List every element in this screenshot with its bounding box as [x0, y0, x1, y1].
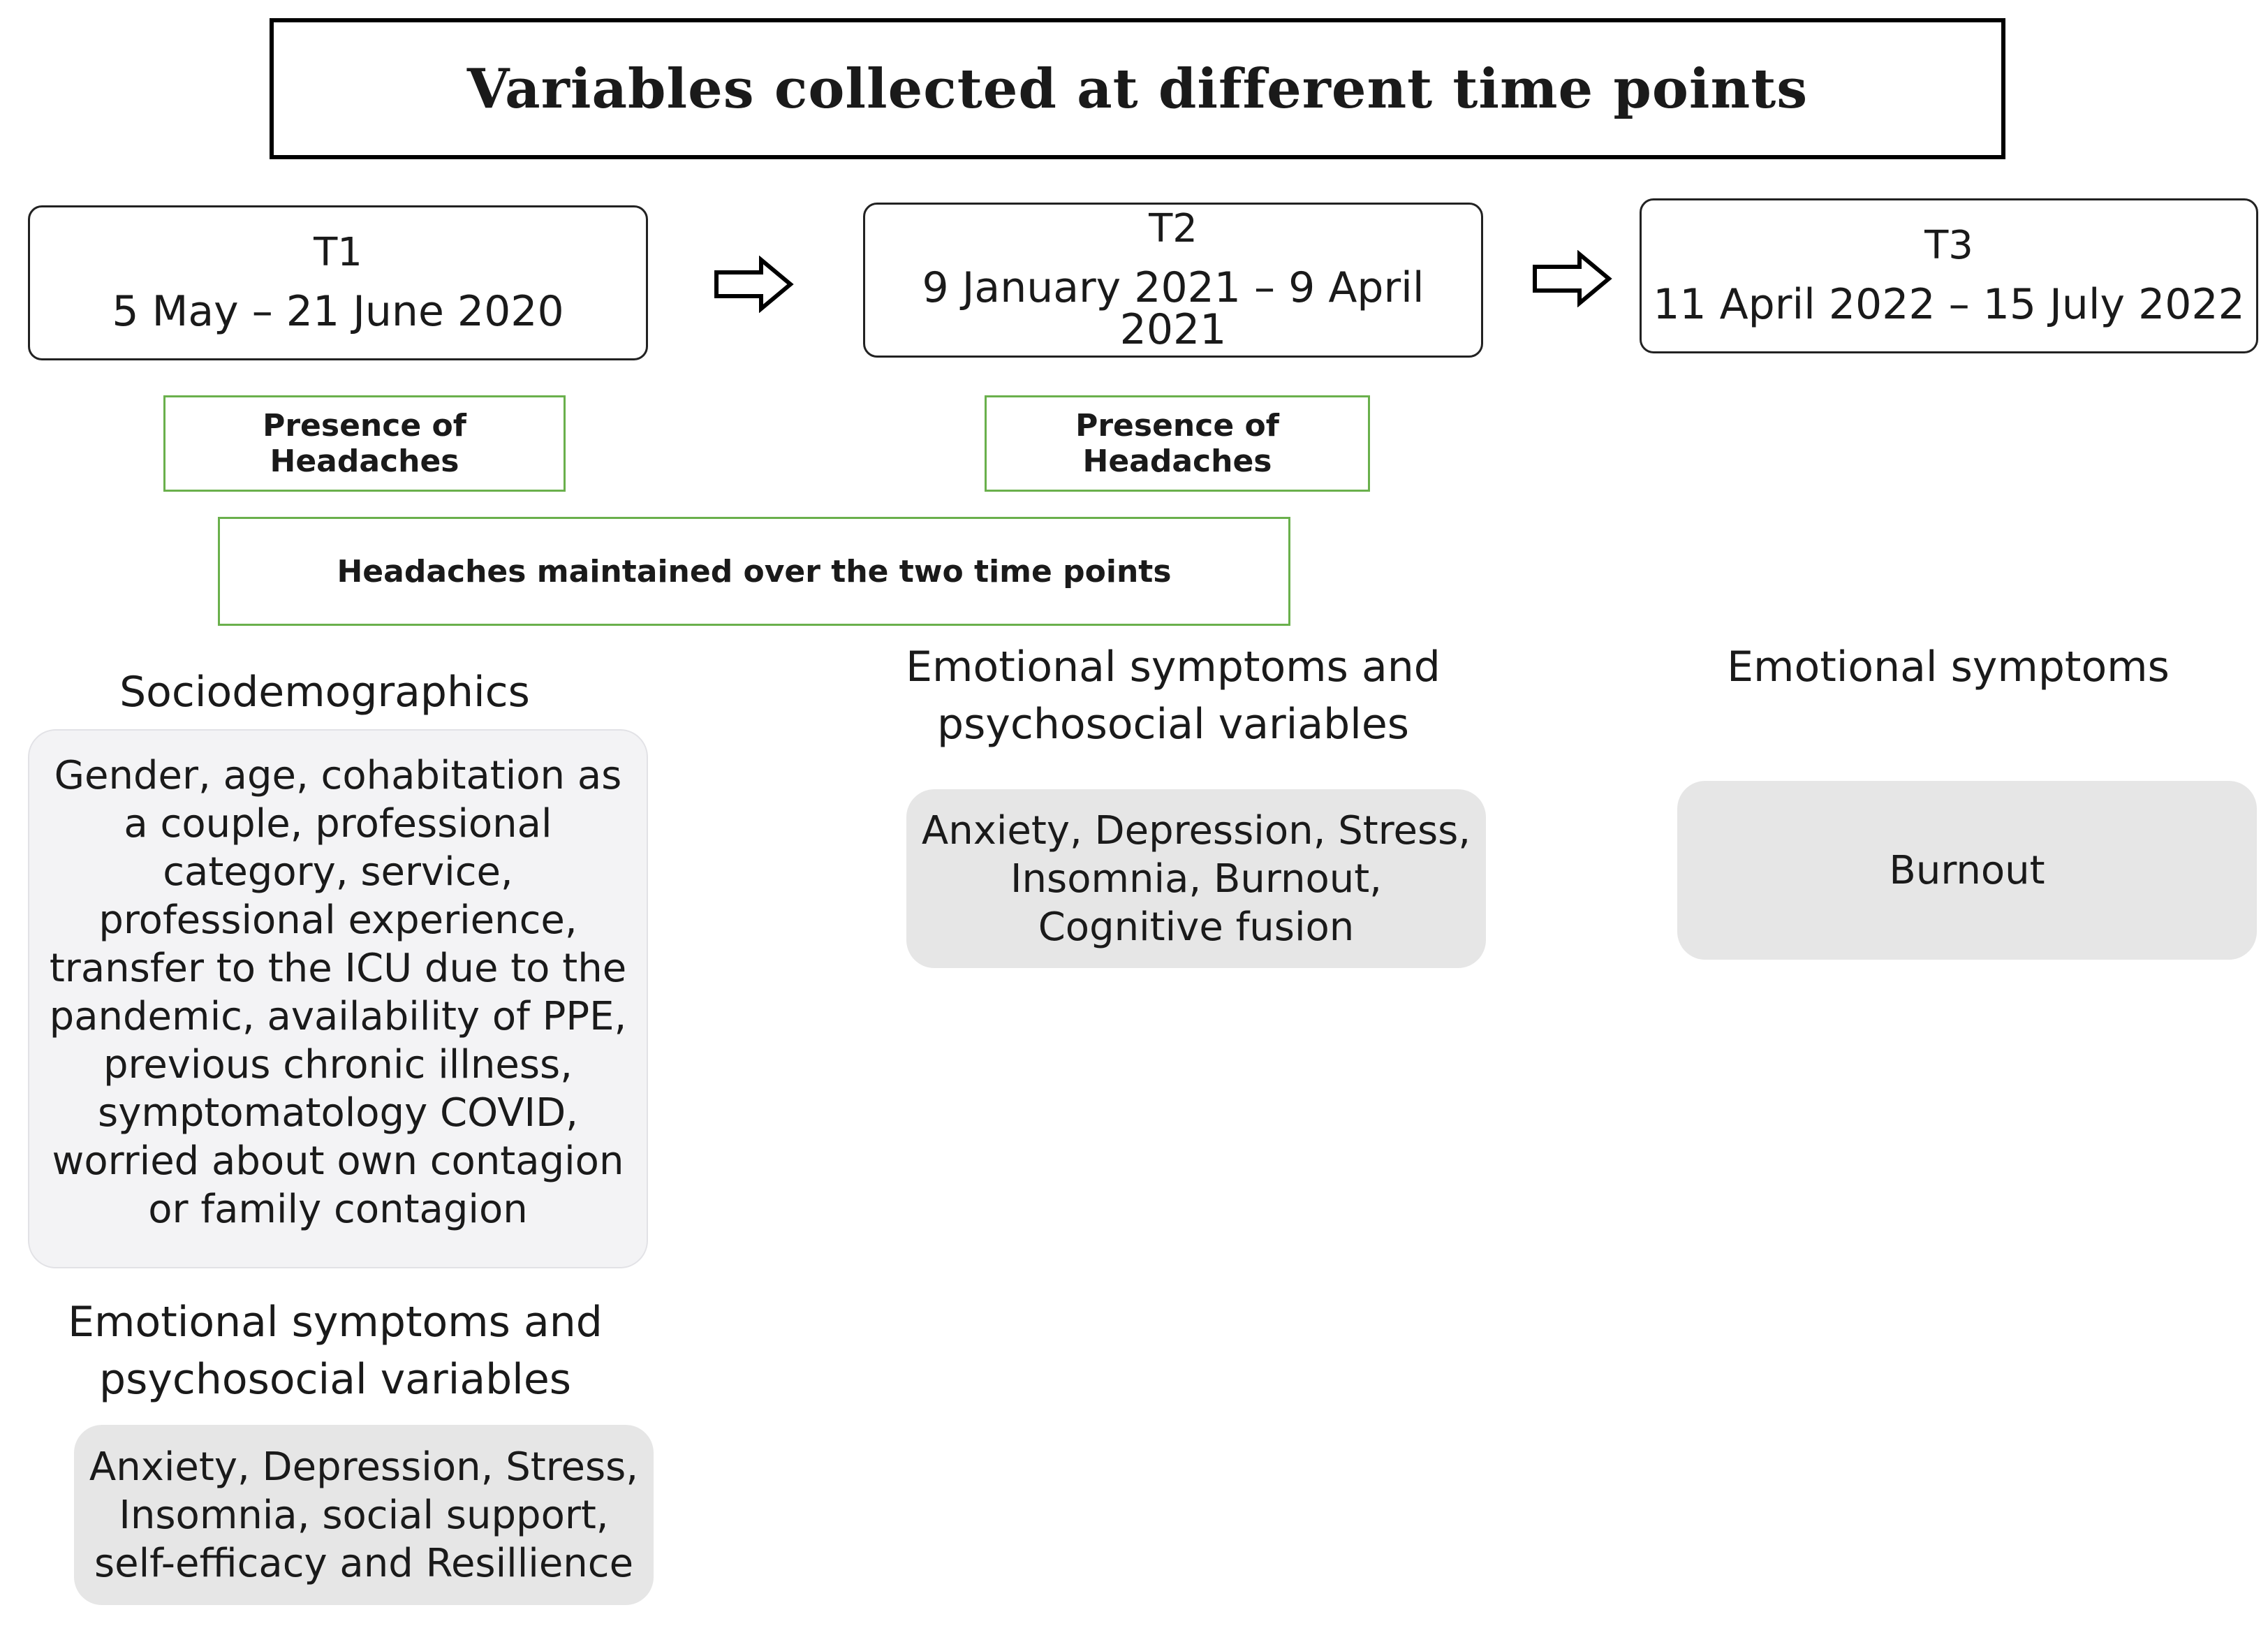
headaches-maintained-box [218, 517, 1290, 626]
t3-emo-heading: Emotional symptoms [1727, 643, 2170, 691]
t3-emo-box [1677, 781, 2257, 960]
headaches-t2-box [985, 395, 1370, 492]
headaches-maintained-label: Headaches maintained over the two time points [337, 553, 1172, 589]
t2-emo-text: Anxiety, Depression, Stress, Insomnia, Burnout, Cognitive fusion [921, 807, 1471, 950]
t1-socio-box [28, 729, 648, 1268]
diagram-title: Variables collected at different time points [466, 57, 1809, 121]
t1-emo-heading: Emotional symptoms and psychosocial variables [68, 1298, 603, 1404]
t1-socio-text: Gender, age, cohabitation as a couple, professional category, service, professional experience, transfer to the ICU due to the pandemic, availability of PPE, previous chronic illness, symptomatology COVID, worried about own contagion or family contagion [49, 753, 627, 1232]
timepoint-t3-label: T3 [1924, 223, 1973, 268]
t2-emo-box [906, 789, 1486, 968]
t1-emo-text: Anxiety, Depression, Stress, Insomnia, social support, self-efficacy and Resillience [89, 1444, 639, 1586]
timepoint-t1-dates: 5 May – 21 June 2020 [112, 287, 564, 336]
timepoint-t1-label: T1 [314, 230, 362, 275]
timepoint-t2-label: T2 [1149, 206, 1198, 251]
timepoint-t2-dates: 9 January 2021 – 9 April 2021 [922, 263, 1424, 354]
diagram-title-box [270, 18, 2005, 159]
t2-emo-heading: Emotional symptoms and psychosocial variables [906, 643, 1441, 749]
arrow-right-icon [714, 256, 795, 313]
timepoint-t2-box [863, 203, 1483, 358]
timepoint-t3-box [1640, 198, 2258, 353]
arrow-right-icon [1532, 250, 1613, 307]
t1-socio-heading: Sociodemographics [119, 668, 530, 717]
timepoint-t3-dates: 11 April 2022 – 15 July 2022 [1653, 280, 2245, 329]
headaches-t2-label: Presence of Headaches [1075, 408, 1279, 479]
t3-emo-text: Burnout [1889, 847, 2045, 893]
headaches-t1-box [163, 395, 566, 492]
timepoint-t1-box [28, 205, 648, 360]
t1-emo-box [74, 1425, 654, 1605]
headaches-t1-label: Presence of Headaches [263, 408, 466, 479]
